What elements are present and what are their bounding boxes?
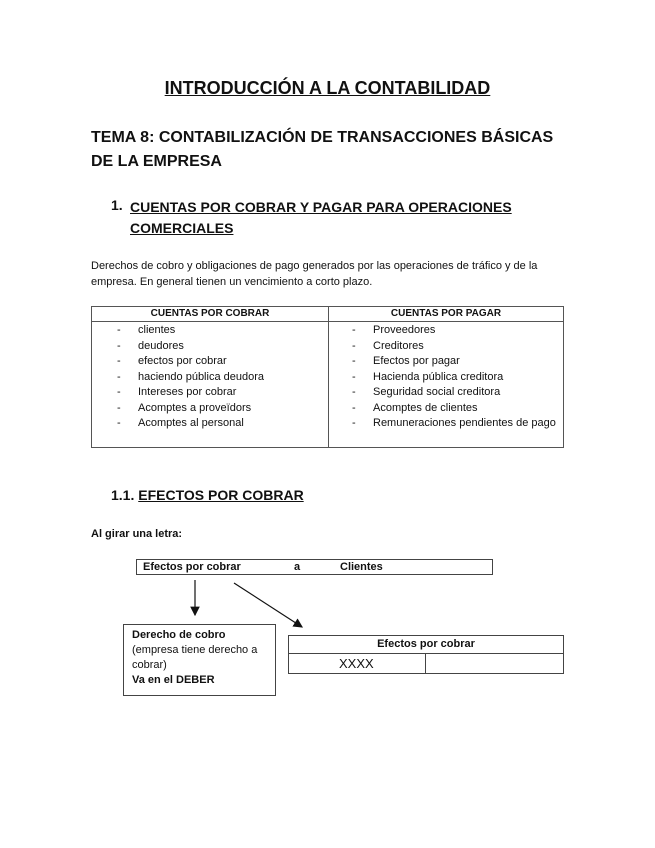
list-item-text: deudores <box>138 339 184 352</box>
payables-header: CUENTAS POR PAGAR <box>390 308 502 319</box>
t-account-title: Efectos por cobrar <box>377 638 475 650</box>
bullet-dash: - <box>117 401 121 414</box>
list-item-text: Acomptes a proveïdors <box>138 401 252 414</box>
list-item-text: clientes <box>138 324 176 336</box>
note-box <box>123 624 276 696</box>
bullet-dash: - <box>117 370 121 383</box>
note-line-2: (empresa tiene derecho a cobrar) <box>132 644 258 671</box>
list-item-text: haciendo pública deudora <box>138 370 264 383</box>
list-item-text: Seguridad social creditora <box>373 386 501 398</box>
t-account <box>288 635 564 674</box>
t-account-vertical-line <box>425 653 426 673</box>
entry-credit-account: Clientes <box>340 561 383 573</box>
bullet-dash: - <box>352 339 356 352</box>
page-title: INTRODUCCIÓN A LA CONTABILIDAD <box>164 78 491 98</box>
bullet-dash: - <box>352 355 356 367</box>
entry-debit-account: Efectos por cobrar <box>143 561 241 573</box>
section-1-number: 1. <box>111 197 123 213</box>
tema-heading: TEMA 8: CONTABILIZACIÓN DE TRANSACCIONES BÁSICAS DE LA EMPRESA <box>91 129 554 170</box>
bullet-dash: - <box>117 355 121 367</box>
bullet-dash: - <box>352 417 356 429</box>
list-item-text: Hacienda pública creditora <box>373 370 504 383</box>
arrow-diagonal <box>234 583 302 627</box>
section-1-1-number: 1.1. <box>111 487 135 503</box>
bullet-dash: - <box>352 401 356 414</box>
list-item-text: Intereses por cobrar <box>138 386 237 398</box>
bullet-dash: - <box>117 386 121 398</box>
list-item-text: Acomptes de clientes <box>373 401 478 414</box>
t-account-debit-value: XXXX <box>339 656 374 671</box>
receivables-header: CUENTAS POR COBRAR <box>150 308 270 319</box>
bullet-dash: - <box>352 324 356 336</box>
t-account-horizontal-line <box>289 653 563 654</box>
section-1-title: CUENTAS POR COBRAR Y PAGAR PARA OPERACIONES COMERCIALES <box>130 199 512 236</box>
list-item-text: Remuneraciones pendientes de pago <box>373 417 556 429</box>
note-line-3: Va en el DEBER <box>132 674 215 686</box>
bullet-dash: - <box>117 339 121 352</box>
list-item-text: Efectos por pagar <box>373 355 460 367</box>
giro-label: Al girar una letra: <box>91 528 183 540</box>
intro-paragraph: Derechos de cobro y obligaciones de pago generados por las operaciones de tráfico y de la empresa. En general tienen un vencimiento a corto plazo. <box>91 260 538 288</box>
list-item-text: Creditores <box>373 339 424 352</box>
entry-connector: a <box>294 561 301 573</box>
list-item-text: Acomptes al personal <box>138 417 244 429</box>
bullet-dash: - <box>352 370 356 383</box>
list-item-text: Proveedores <box>373 324 436 336</box>
bullet-dash: - <box>352 386 356 398</box>
list-item-text: efectos por cobrar <box>138 355 227 367</box>
note-line-1: Derecho de cobro <box>132 629 226 641</box>
section-1-1-title: EFECTOS POR COBRAR <box>138 487 304 503</box>
bullet-dash: - <box>117 324 121 336</box>
bullet-dash: - <box>117 417 121 429</box>
